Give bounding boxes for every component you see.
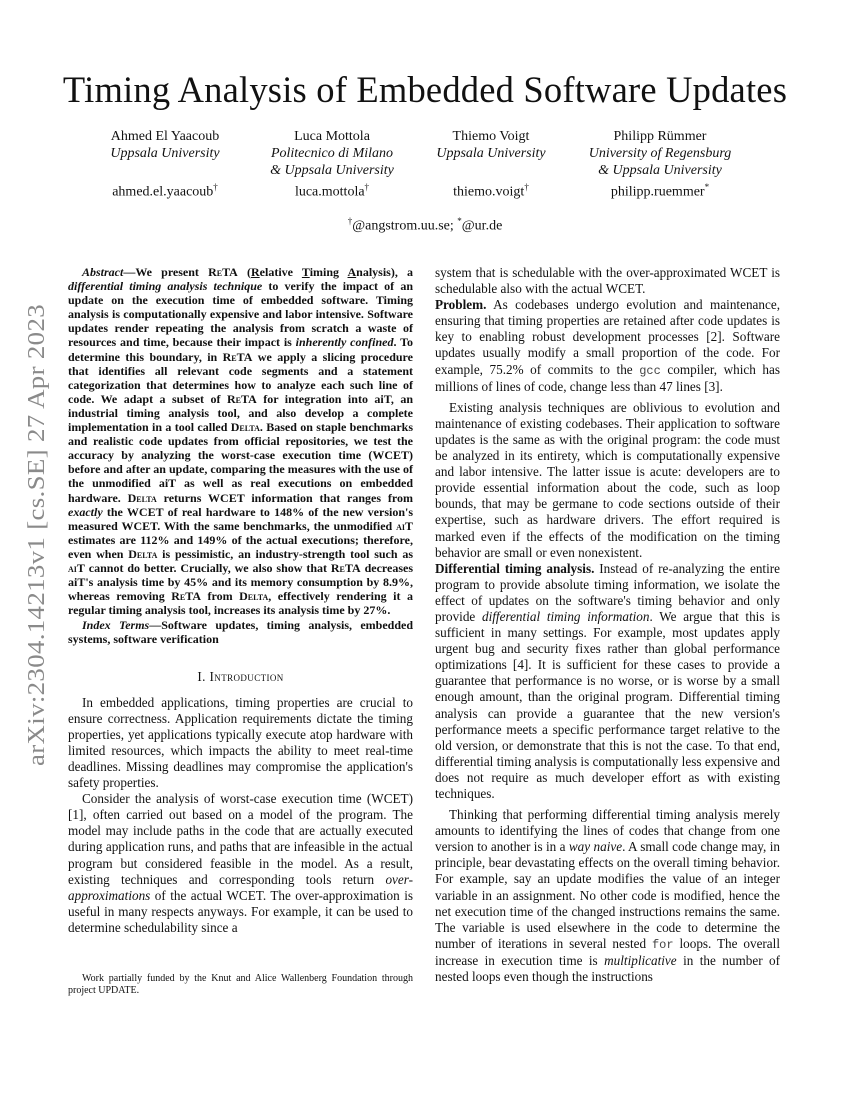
thinking-paragraph: Thinking that performing differential timing analysis merely amounts to identifying the lines of codes that change from one version to another is in a way naive. A small code change may, in principle, bear devastating effects on the overall timing behavior. For example, say an update modifies the value of an integer variable in an assignment. No other code is modified, hence the net execution time of the changed instructions remains the same. The variable is used elsewhere in the code to determine the number of iterations in several nested for loops. The overall increase in execution time is multiplicative in the number of nested loops even though the instructions xyxy=(435,807,781,985)
left-column xyxy=(68,265,413,936)
author-4 xyxy=(560,128,760,201)
author-affiliation: Uppsala University xyxy=(436,146,546,161)
author-affiliation-2: & Uppsala University xyxy=(270,163,394,178)
author-email[interactable]: philipp.ruemmer* xyxy=(610,182,710,200)
right-column xyxy=(435,265,780,985)
existing-techniques-paragraph: Existing analysis techniques are oblivious to evolution and maintenance of existing codebases. Their application to software updates is the same as with the original program: the code must be analyzed in its entirety, which is computationally expensive and labor intensive. The latter issue is acute: developers are to provide essential information about the code, such as loop bounds, that may be germane to code sections outside of their expertise, such as hardware drivers. The effort required is marked even if the effects of the modification on the timing behavior are small or even nonexistent. xyxy=(435,399,780,560)
author-name: Ahmed El Yaacoub xyxy=(110,129,220,144)
author-affiliation: University of Regensburg xyxy=(588,146,732,161)
intro-paragraph-1: In embedded applications, timing properties are crucial to ensure correctness. Application requirements dictate the timing properties, yet applications typically execute atop hardware with limited resources, which impacts the ability to meet real-time deadlines. Missing deadlines may compromise the application's safety properties. xyxy=(68,694,413,791)
author-email[interactable]: luca.mottola† xyxy=(294,182,370,200)
arxiv-sidebar-svg xyxy=(14,300,54,770)
index-terms: Index Terms—Software updates, timing analysis, embedded systems, software verification xyxy=(68,618,414,647)
author-affiliation: Uppsala University xyxy=(110,146,220,161)
problem-paragraph: Problem. As codebases undergo evolution and maintenance, ensuring that timing properties are retained after code updates is key to enabling robust development processes [2]. Software updates usually modify a small proportion of the code. For example, 75.2% of commits to the gcc compiler, which has millions of lines of code, change less than 47 lines [3]. xyxy=(435,297,780,394)
author-affiliation-2: & Uppsala University xyxy=(598,163,722,178)
intro-paragraph-2: Consider the analysis of worst-case execution time (WCET) [1], often carried out based on a model of the program. The model may include paths in the code that are actually executed during application runs, and paths that are infeasible in the actual program but considered feasible in the model. As a result, existing techniques and corresponding tools return over-approximations of the actual WCET. The over-approximation is useful in many respects anyways. For example, it can be used to determine schedulability since a xyxy=(68,791,413,935)
arxiv-sidebar xyxy=(14,300,54,770)
section-heading-introduction: I. Introduction xyxy=(197,668,284,684)
arxiv-id: arXiv:2304.14213v1 [cs.SE] 27 Apr 2023 xyxy=(23,344,50,766)
author-affiliation: Politecnico di Milano xyxy=(270,146,394,161)
footnote-funding: Work partially funded by the Knut and Alice Wallenberg Foundation through project UPDATE. xyxy=(68,973,413,996)
abstract: Abstract—We present ReTA (Relative Timing Analysis), a differential timing analysis technique to verify the impact of an update on the execution time of embedded software. Timing analysis is computationally expensive and labor intensive. Software updates render repeating the analysis from scratch a waste of resources and time, because their impact is inherently confined. To determine this boundary, in ReTA we apply a slicing procedure that identifies all relevant code segments and a statement categorization that determines how to analyze each such line of code. We adapt a subset of ReTA for integration into aiT, an industrial timing analysis tool, and also develop a complete implementation in a tool called Delta. Based on staple benchmarks and realistic code updates from official repositories, we test the accuracy by analyzing the worst-case execution time (WCET) before and after an update, comparing the measures with the use of the unmodified aiT as well as real executions on embedded hardware. Delta returns WCET information that ranges from exactly the WCET of real hardware to 148% of the new version's measured WCET. With the same benchmarks, the unmodified aiT estimates are 112% and 149% of the actual executions; therefore, even when Delta is pessimistic, an industry-strength tool such as aiT cannot do better. Crucially, we also show that ReTA decreases aiT's analysis time by 45% and its memory consumption by 8.9%, whereas removing ReTA from Delta, effectively rendering it a regular timing analysis tool, increases its analysis time by 27%. xyxy=(68,265,414,618)
author-email[interactable]: ahmed.el.yaacoub† xyxy=(112,182,218,200)
contact-domains: †@angstrom.uu.se; *@ur.de xyxy=(347,216,503,234)
paper-title: Timing Analysis of Embedded Software Updates xyxy=(62,69,788,110)
problem-heading: Problem. xyxy=(435,297,487,313)
author-name: Thiemo Voigt xyxy=(452,129,530,144)
author-name: Philipp Rümmer xyxy=(613,129,707,144)
differential-timing-paragraph: Differential timing analysis. Instead of re-analyzing the entire program to provide absolute timing information, we isolate the effect of updates on the software's timing behavior and only provide differential timing information. We argue that this is sufficient in many settings. For example, most updates apply urgent bug and security fixes rather than global performance optimizations [4]. It is sufficient for these cases to provide a guarantee that performance is no worse, or is worse by a small enough amount, than the original program. Differential timing analysis can provide a guarantee that the new version's performance meets a specific performance target relative to the old version, or demonstrate that this is not the case. To that end, differential timing analysis is computationally less expensive and does not require as much developer effort as with existing techniques. xyxy=(435,560,780,801)
author-email[interactable]: thiemo.voigt† xyxy=(453,182,529,200)
author-name: Luca Mottola xyxy=(294,129,370,144)
continued-paragraph: system that is schedulable with the over-approximated WCET is schedulable also with the actual WCET. xyxy=(435,265,780,297)
dta-heading: Differential timing analysis. xyxy=(435,560,595,576)
